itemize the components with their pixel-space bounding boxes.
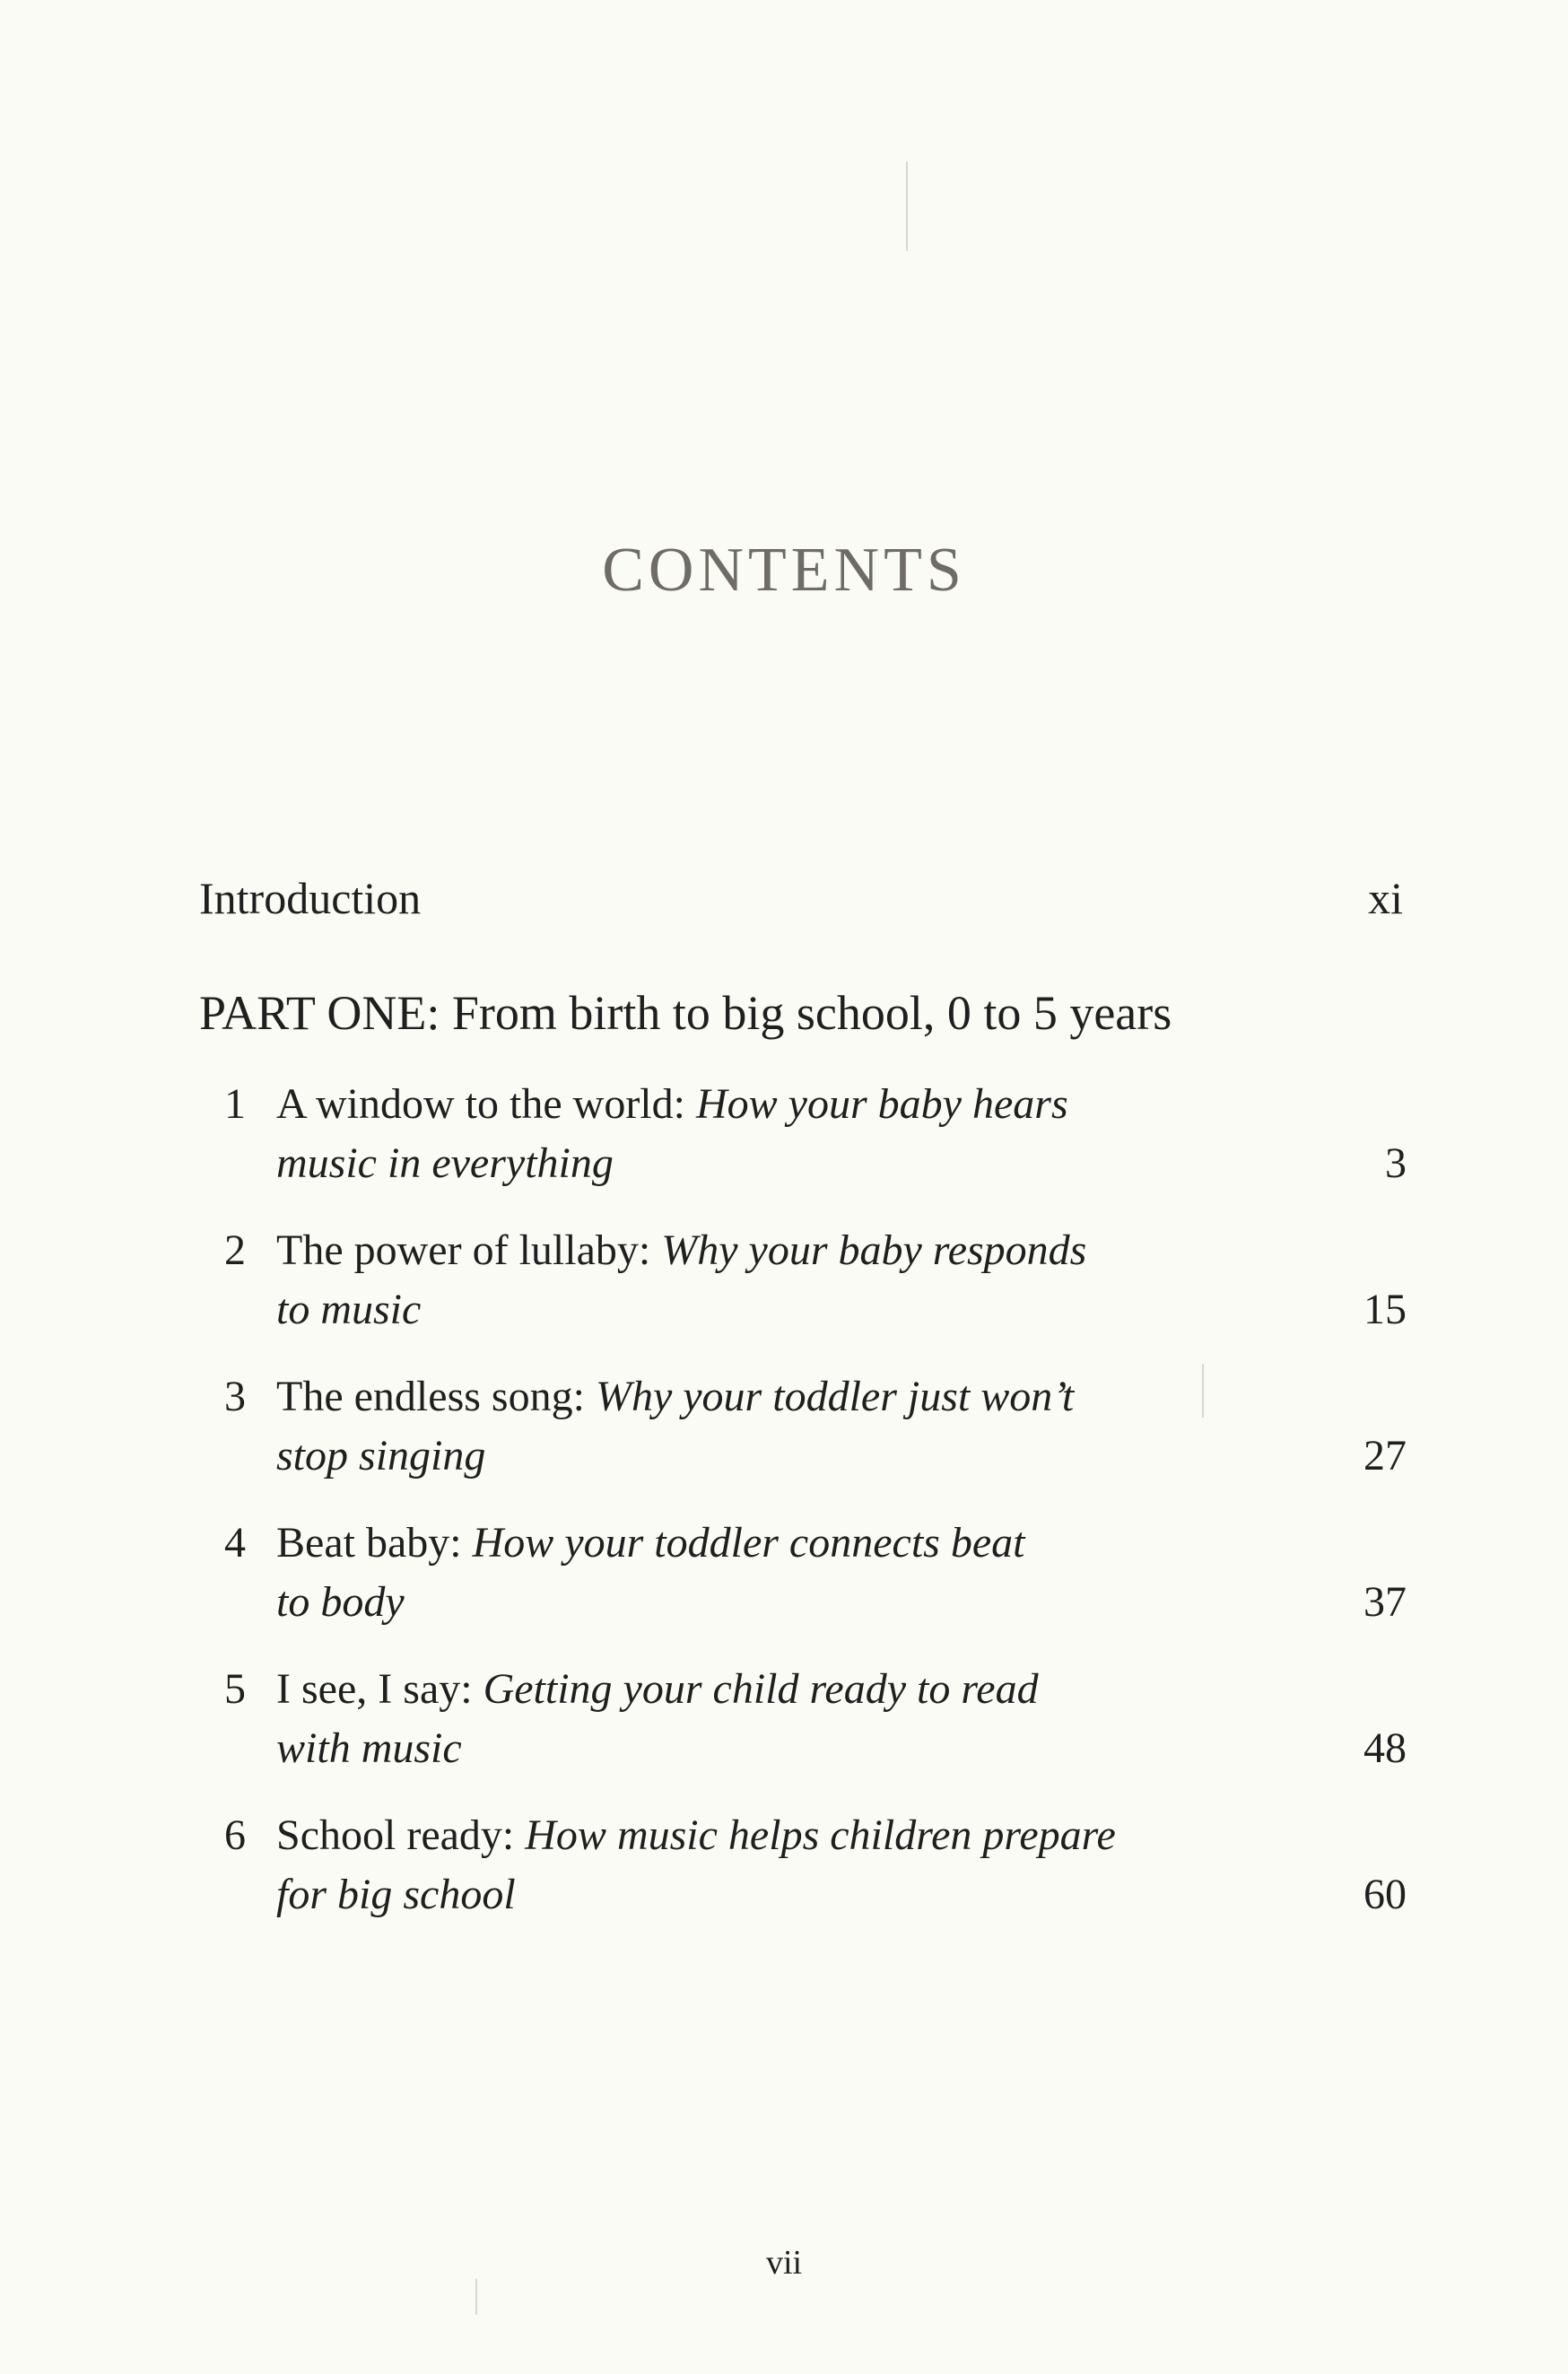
- chapter-subtitle-line2: for big school: [276, 1871, 516, 1918]
- chapter-subtitle-line2: with music: [276, 1724, 462, 1772]
- chapter-subtitle-line2: stop singing: [276, 1432, 486, 1479]
- chapter-title-line: [276, 1664, 1039, 1714]
- toc-entry-chapter-2[interactable]: [0, 1226, 1568, 1360]
- chapter-subtitle-line2: to music: [276, 1286, 422, 1333]
- chapter-page-number: 3: [1385, 1139, 1407, 1187]
- contents-heading: CONTENTS: [602, 536, 966, 605]
- chapter-subtitle-line1: Why your toddler just won’t: [595, 1373, 1075, 1420]
- chapter-subtitle-line1: How your baby hears: [695, 1080, 1068, 1128]
- chapter-title: School ready:: [276, 1811, 515, 1859]
- chapter-number: 1: [224, 1080, 246, 1128]
- chapter-subtitle-line1: How music helps children prepare: [525, 1811, 1116, 1859]
- chapter-subtitle-line1: Getting your child ready to read: [483, 1665, 1039, 1713]
- chapter-subtitle-line2: to body: [276, 1578, 405, 1626]
- toc-entry-chapter-1[interactable]: [0, 1079, 1568, 1214]
- chapter-number: 5: [224, 1665, 246, 1713]
- chapter-title: Beat baby:: [276, 1519, 462, 1567]
- introduction-entry[interactable]: Introduction: [199, 873, 422, 923]
- page-folio: vii: [765, 2244, 803, 2282]
- chapter-number: 2: [224, 1226, 246, 1274]
- chapter-page-number: 37: [1363, 1578, 1407, 1626]
- chapter-title-line: [276, 1079, 1068, 1129]
- chapter-title-line: [276, 1226, 1086, 1275]
- chapter-subtitle-line1: How your toddler connects beat: [472, 1519, 1025, 1567]
- paper-speck: [475, 2279, 477, 2315]
- toc-entry-chapter-6[interactable]: [0, 1811, 1568, 1945]
- chapter-number: 6: [224, 1811, 246, 1859]
- chapter-page-number: 27: [1363, 1432, 1407, 1479]
- chapter-number: 3: [224, 1373, 246, 1420]
- toc-entry-chapter-3[interactable]: [0, 1372, 1568, 1506]
- chapter-title-line: [276, 1518, 1025, 1567]
- chapter-title: I see, I say:: [276, 1665, 473, 1713]
- part-one-title: PART ONE: From birth to big school, 0 to 5 years: [199, 986, 1172, 1040]
- chapter-title: The power of lullaby:: [276, 1226, 651, 1274]
- chapter-title-line: [276, 1372, 1074, 1421]
- introduction-page-number: xi: [1368, 873, 1403, 923]
- paper-speck: [906, 161, 908, 251]
- chapter-title: A window to the world:: [276, 1080, 685, 1128]
- toc-entry-chapter-5[interactable]: [0, 1664, 1568, 1799]
- chapter-title: The endless song:: [276, 1373, 585, 1420]
- chapter-subtitle-line2: music in everything: [276, 1139, 614, 1187]
- chapter-page-number: 48: [1363, 1724, 1407, 1772]
- chapter-subtitle-line1: Why your baby responds: [661, 1226, 1087, 1274]
- chapter-page-number: 15: [1363, 1286, 1407, 1333]
- chapter-page-number: 60: [1363, 1871, 1407, 1918]
- chapter-number: 4: [224, 1519, 246, 1567]
- chapter-title-line: [276, 1811, 1116, 1860]
- toc-entry-chapter-4[interactable]: [0, 1518, 1568, 1653]
